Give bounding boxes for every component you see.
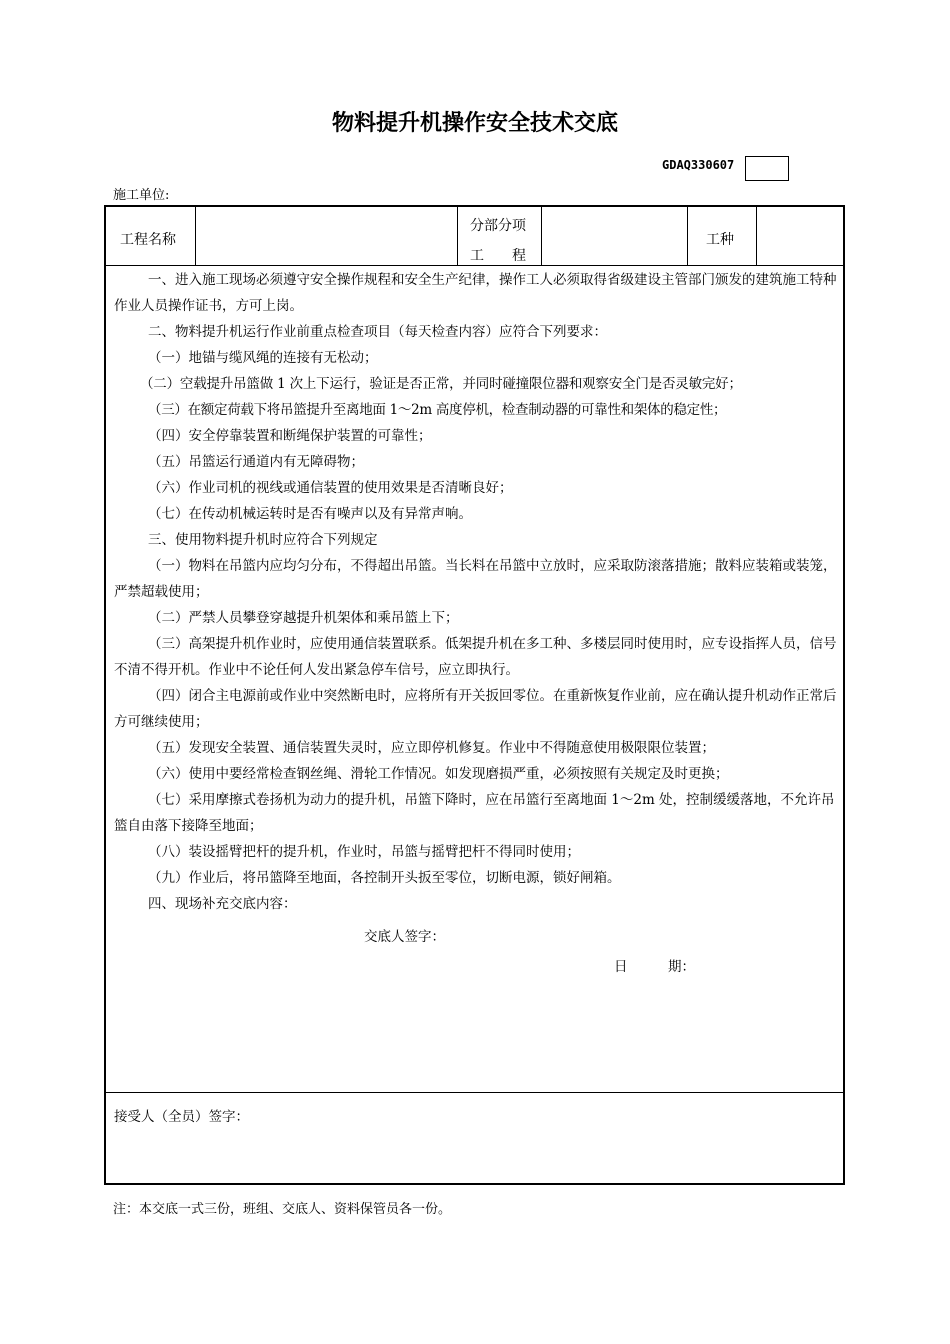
section-3-item-9: （九）作业后，将吊篮降至地面，各控制开头扳至零位，切断电源，锁好闸箱。 (148, 870, 621, 886)
document-title: 物料提升机操作安全技术交底 (331, 111, 618, 136)
form-header-row (106, 207, 843, 266)
section-3-item-8: （八）装设摇臂把杆的提升机，作业时，吊篮与摇臂把杆不得同时使用； (148, 844, 580, 860)
section-3-item-6: （六）使用中要经常检查钢丝绳、滑轮工作情况。如发现磨损严重，必须按照有关规定及时更换； (148, 766, 729, 782)
section-2: 二、物料提升机运行作业前重点检查项目（每天检查内容）应符合下列要求： (148, 324, 607, 340)
section-2-item-1: （一）地锚与缆风绳的连接有无松动； (148, 350, 378, 366)
project-name-label: 工程名称 (120, 232, 176, 248)
section-2-item-7: （七）在传动机械运转时是否有噪声以及有异常声响。 (148, 506, 472, 522)
date-label: 日 期： (614, 959, 695, 975)
section-2-item-6: （六）作业司机的视线或通信装置的使用效果是否清晰良好； (148, 480, 513, 496)
briefing-form (104, 205, 845, 1185)
section-3: 三、使用物料提升机时应符合下列规定 (148, 532, 378, 548)
section-3-item-7: （七）采用摩擦式卷扬机为动力的提升机，吊篮下降时，应在吊篮行至离地面 1～2m 处，控制缓缓落地，不允许吊篮自由落下接降至地面； (114, 792, 835, 834)
footnote: 注：本交底一式三份，班组、交底人、资料保管员各一份。 (113, 1202, 452, 1217)
trade-field[interactable] (759, 209, 841, 263)
briefing-content (114, 267, 839, 917)
document-code: GDAQ330607 (662, 158, 735, 172)
section-3-item-3: （三）高架提升机作业时，应使用通信装置联系。低架提升机在多工种、多楼层同时使用时，应专设指挥人员，信号不清不得开机。作业中不论任何人发出紧急停车信号，应立即执行。 (114, 636, 837, 678)
section-3-item-5: （五）发现安全装置、通信装置失灵时，应立即停机修复。作业中不得随意使用极限限位装置； (148, 740, 715, 756)
project-name-field[interactable] (198, 209, 454, 263)
construction-unit-label: 施工单位: (113, 188, 170, 203)
section-1: 一、进入施工现场必须遵守安全操作规程和安全生产纪律，操作工人必须取得省级建设主管部门颁发的建筑施工特种作业人员操作证书，方可上岗。 (114, 272, 837, 314)
section-4: 四、现场补充交底内容： (148, 896, 297, 912)
subproject-label-line1: 分部分项 (470, 218, 526, 234)
trade-label: 工种 (706, 232, 734, 248)
receiver-signature-label: 接受人（全员）签字： (114, 1109, 249, 1125)
code-suffix-box[interactable] (745, 156, 789, 181)
section-2-item-2: （二）空载提升吊篮做 1 次上下运行，验证是否正常，并同时碰撞限位器和观察安全门是否灵敏完好； (140, 376, 742, 392)
receiver-divider (106, 1092, 843, 1093)
section-2-item-4: （四）安全停靠装置和断绳保护装置的可靠性； (148, 428, 432, 444)
subproject-label-line2: 工 程 (470, 248, 526, 264)
section-3-item-1: （一）物料在吊篮内应均匀分布，不得超出吊篮。当长料在吊篮中立放时，应采取防滚落措施；散料应装箱或装笼，严禁超载使用； (114, 558, 837, 600)
signer-label: 交底人签字： (364, 929, 445, 945)
subproject-field[interactable] (544, 209, 684, 263)
section-3-item-2: （二）严禁人员攀登穿越提升机架体和乘吊篮上下； (148, 610, 459, 626)
section-3-item-4: （四）闭合主电源前或作业中突然断电时，应将所有开关扳回零位。在重新恢复作业前，应在确认提升机动作正常后方可继续使用； (114, 688, 837, 730)
section-2-item-5: （五）吊篮运行通道内有无障碍物； (148, 454, 364, 470)
section-2-item-3: （三）在额定荷载下将吊篮提升至离地面 1～2m 高度停机，检查制动器的可靠性和架体的稳定性； (148, 402, 727, 418)
